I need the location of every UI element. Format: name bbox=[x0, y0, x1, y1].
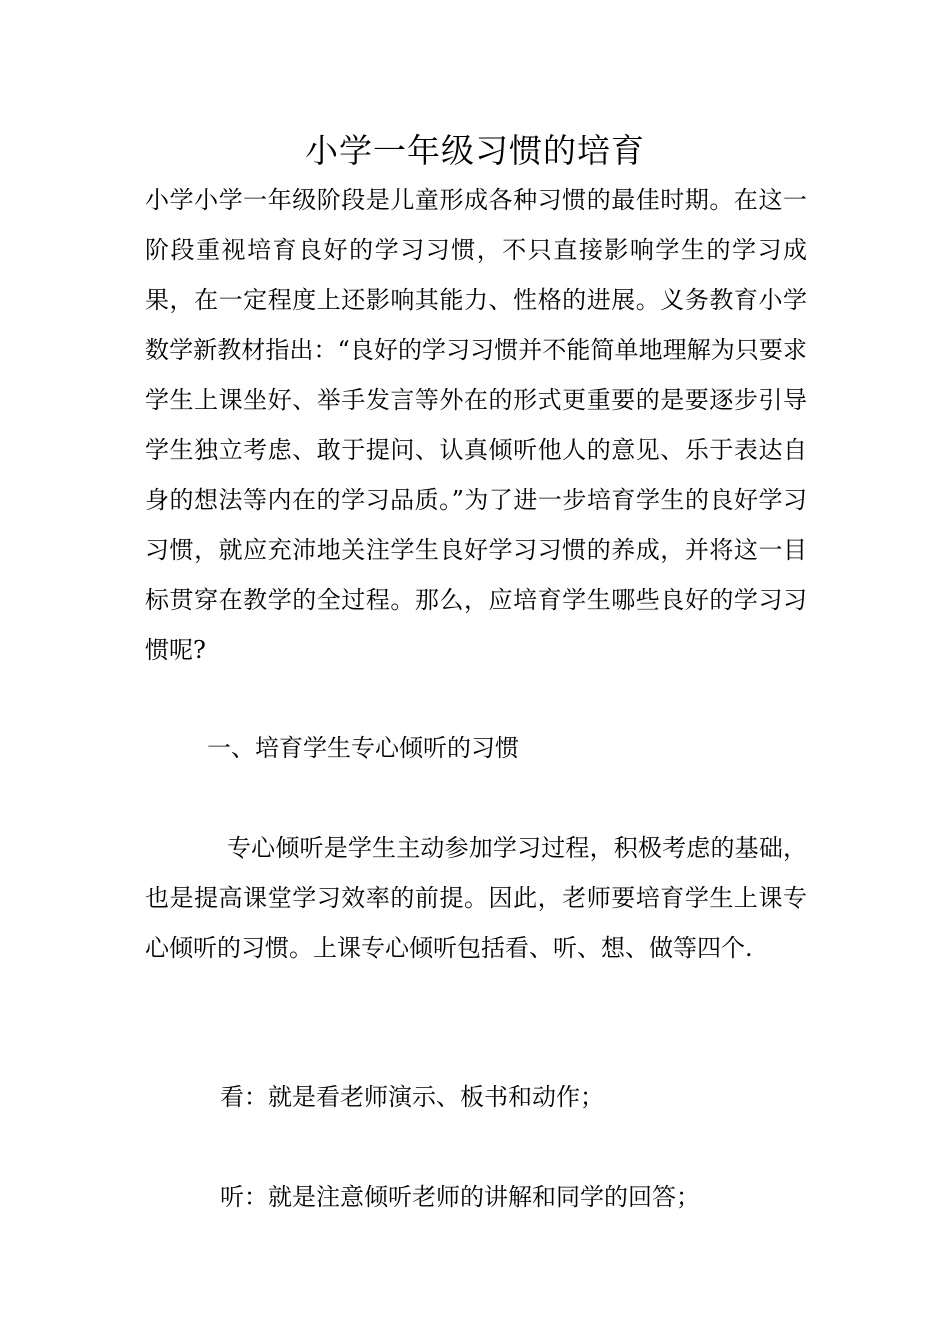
list-item-listen: 听：就是注意倾听老师的讲解和同学的回答； bbox=[220, 1183, 700, 1211]
document-title: 小学一年级习惯的培育 bbox=[305, 131, 645, 170]
intro-paragraph: 小学小学一年级阶段是儿童形成各种习惯的最佳时期。在这一阶段重视培育良好的学习习惯，不只直接影响学生的学习成果，在一定程度上还影响其能力、性格的进展。义务教育小学数学新教材指出：“良好的学习习惯并不能简单地理解为只要求学生上课坐好、举手发言等外在的形式更重要的是要逐步引导学生独立考虑、敢于提问、认真倾听他人的意见、乐于表达自身的想法等内在的学习品质。”为了进一步培育学生的良好学习习惯，就应充沛地关注学生良好学习习惯的养成，并将这一目标贯穿在教学的全过程。那么，应培育学生哪些良好的学习习惯呢? bbox=[145, 186, 807, 664]
list-item-look: 看：就是看老师演示、板书和动作； bbox=[220, 1083, 604, 1111]
section-heading: 一、培育学生专心倾听的习惯 bbox=[207, 734, 519, 762]
section-body-paragraph: 专心倾听是学生主动参加学习过程，积极考虑的基础，也是提高课堂学习效率的前提。因此，老师要培育学生上课专心倾听的习惯。上课专心倾听包括看、听、想、做等四个. bbox=[145, 834, 807, 962]
